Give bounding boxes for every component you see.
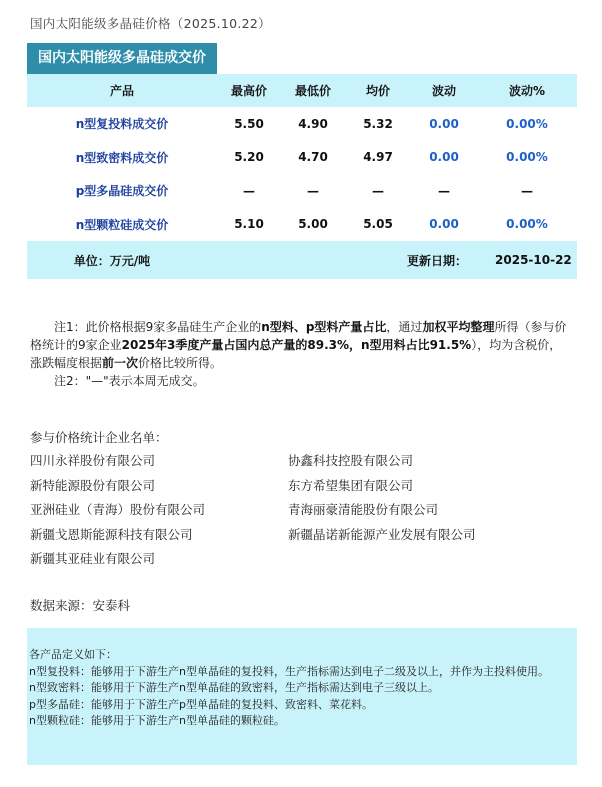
company-name: 东方希望集团有限公司 [288,477,414,493]
note1-emphasis: 2025年3季度产量占国内总产量的89.3%，n型用料占比91.5% [121,338,472,352]
high-price: 5.10 [234,217,264,232]
note1-part: ，通过 [386,320,423,334]
high-price: — [243,183,255,198]
table-row [27,174,577,208]
definition-line: p型多晶硅：能够用于下游生产p型单晶硅的复投料、致密料、菜花料。 [29,697,373,711]
note1-emphasis: n型料、p型料产量占比 [261,320,387,334]
definition-line: n型复投料：能够用于下游生产n型单晶硅的复投料，生产指标需达到电子二级及以上，并作为主投料使用。 [29,664,549,678]
table-header-row [27,74,577,107]
price-change: 0.00 [429,217,459,232]
avg-price: — [372,183,384,198]
low-price: 4.70 [298,150,328,165]
avg-price: 4.97 [363,150,393,165]
high-price: 5.20 [234,150,264,165]
company-name: 青海丽豪清能股份有限公司 [288,502,439,517]
list-item [30,476,570,501]
list-item [30,549,570,574]
page-title: 国内太阳能级多晶硅价格（2025.10.22） [30,16,271,31]
table-row [27,208,577,242]
list-item [30,451,570,476]
unit-label: 单位：万元/吨 [73,253,151,268]
company-name: 新疆戈恩斯能源科技有限公司 [30,526,193,542]
avg-price: 5.05 [363,217,393,232]
column-header-change-pct: 波动% [508,84,546,98]
definitions-box [27,628,577,765]
column-header-high: 最高价 [230,84,267,98]
list-item [30,500,570,525]
price-change: 0.00 [429,150,459,165]
companies-title: 参与价格统计企业名单： [30,430,168,445]
notes [30,318,570,390]
column-header-product: 产品 [109,84,134,98]
note-2: 注2："—"表示本周无成交。 [54,374,205,388]
product-name: n型复投料成交价 [75,117,169,132]
price-change-pct: 0.00% [506,150,548,165]
company-name: 新特能源股份有限公司 [30,477,156,493]
note1-part: 所得（参与价格统计的9家企业 [30,320,567,352]
company-list [30,451,570,574]
product-name: p型多晶硅成交价 [75,184,169,199]
data-source: 数据来源：安泰科 [30,598,131,613]
note1-emphasis: 加权平均整理 [422,320,495,334]
price-change: 0.00 [429,116,459,131]
high-price: 5.50 [234,116,264,131]
company-name: 协鑫科技控股有限公司 [288,453,414,468]
company-name: 四川永祥股份有限公司 [30,453,156,468]
column-header-change: 波动 [431,84,456,98]
low-price: 5.00 [298,217,328,232]
avg-price: 5.32 [363,116,393,131]
table-footer [27,241,577,279]
column-header-avg: 均价 [365,84,390,98]
low-price: 4.90 [298,116,328,131]
price-change: — [438,183,450,198]
list-item [30,525,570,550]
update-date-label: 更新日期： [407,253,468,268]
company-name: 新疆晶诺新能源产业发展有限公司 [288,526,476,542]
price-table-container [27,74,577,279]
product-name: n型颗粒硅成交价 [75,217,169,232]
table-row [27,107,577,141]
price-change-pct: — [521,183,533,198]
column-header-low: 最低价 [294,84,331,98]
note1-part: 注1：此价格根据9家多晶硅生产企业的 [54,320,262,334]
note1-emphasis: 前一次 [102,356,139,370]
company-name: 新疆其亚硅业有限公司 [30,551,156,566]
table-row [27,141,577,175]
product-name: n型致密料成交价 [75,150,169,165]
price-change-pct: 0.00% [506,217,548,232]
definition-line: n型颗粒硅：能够用于下游生产n型单晶硅的颗粒硅。 [29,714,285,727]
company-name: 亚洲硅业（青海）股份有限公司 [30,502,206,517]
section-tab: 国内太阳能级多晶硅成交价 [27,43,217,74]
note1-part: 价格比较所得。 [138,356,223,370]
definitions-title: 各产品定义如下： [29,648,117,661]
price-change-pct: 0.00% [506,116,548,131]
low-price: — [307,183,319,198]
update-date-value: 2025-10-22 [495,253,572,267]
note-1 [30,318,570,372]
definition-line: n型致密料：能够用于下游生产n型单晶硅的致密料，生产指标需达到电子三级以上。 [29,681,439,694]
price-table [27,74,577,241]
note1-part: ），均为含税价，涨跌幅度根据 [30,338,562,370]
